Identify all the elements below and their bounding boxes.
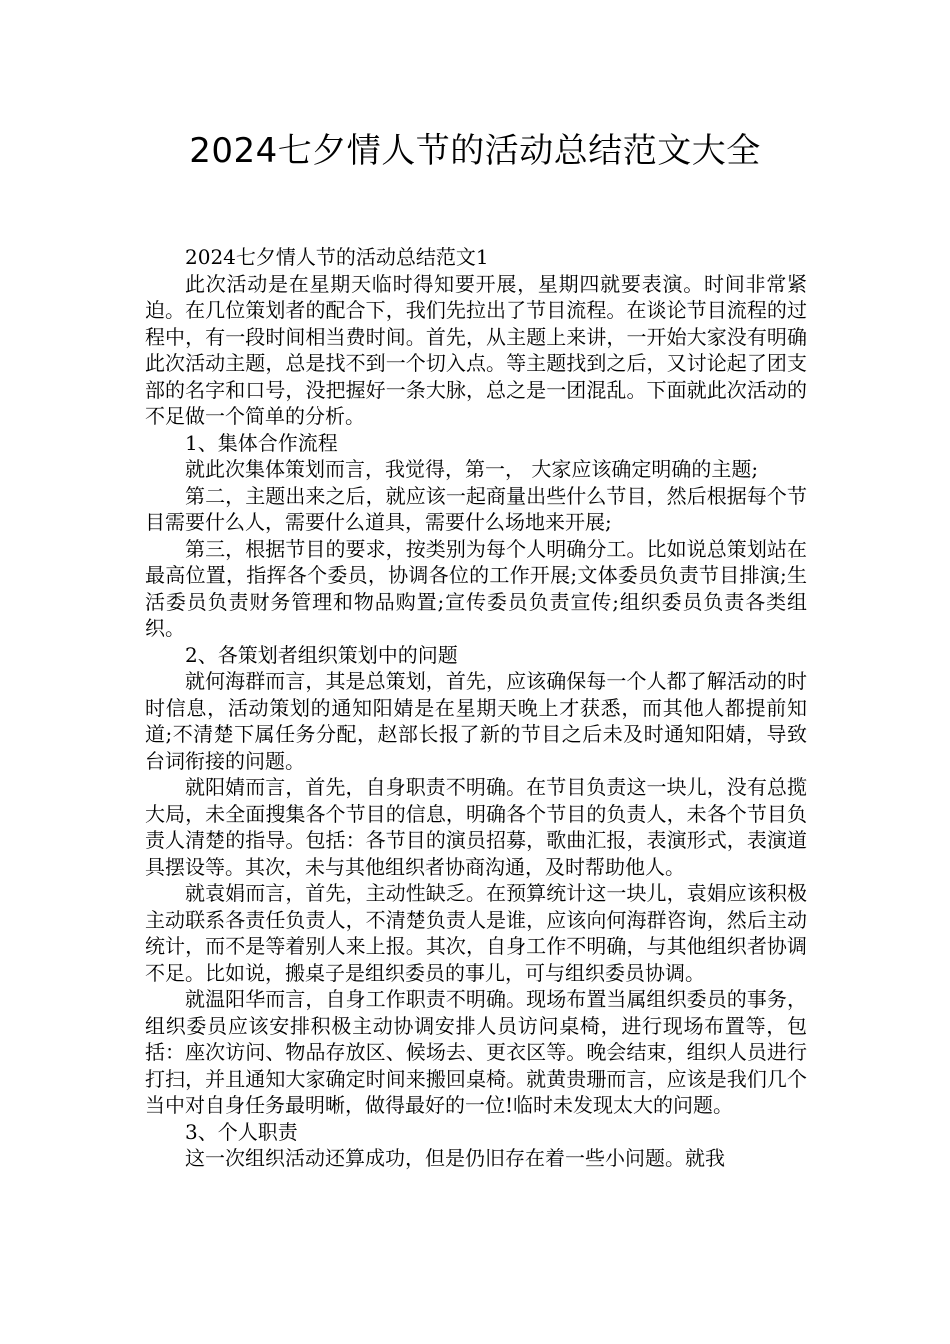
subsection-heading: 1、集体合作流程 — [185, 430, 338, 455]
body-paragraph: 就温阳华而言，自身工作职责不明确。现场布置当属组织委员的事务，组织委员应该安排积极主动协调安排人员访问桌椅，进行现场布置等，包括：座次访问、物品存放区、候场去、更衣区等。晚会结束，组织人员进行打扫，并且通知大家确定时间来搬回桌椅。就黄贵珊而言，应该是我们几个当中对自身任务最明晰，做得最好的一位!临时未发现太大的问题。 — [145, 987, 807, 1117]
document-body — [145, 244, 807, 1172]
body-paragraph: 就此次集体策划而言，我觉得，第一， 大家应该确定明确的主题; — [185, 457, 759, 481]
body-paragraph: 就何海群而言，其是总策划，首先，应该确保每一个人都了解活动的时时信息，活动策划的通知阳婧是在星期天晚上才获悉，而其他人都提前知道;不清楚下属任务分配，赵部长报了新的节目之后未及时通知阳婧，导致台词衔接的问题。 — [145, 669, 807, 773]
body-paragraph: 此次活动是在星期天临时得知要开展，星期四就要表演。时间非常紧迫。在几位策划者的配合下，我们先拉出了节目流程。在谈论节目流程的过程中，有一段时间相当费时间。首先，从主题上来讲，一开始大家没有明确此次活动主题，总是找不到一个切入点。等主题找到之后，又讨论起了团支部的名字和口号，没把握好一条大脉，总之是一团混乱。下面就此次活动的不足做一个简单的分析。 — [145, 271, 807, 428]
document-title: 2024七夕情人节的活动总结范文大全 — [189, 131, 761, 171]
body-paragraph: 第二，主题出来之后，就应该一起商量出些什么节目，然后根据每个节目需要什么人，需要什么道具，需要什么场地来开展; — [145, 483, 807, 534]
body-paragraph: 就阳婧而言，首先，自身职责不明确。在节目负责这一块儿，没有总揽大局，未全面搜集各个节目的信息，明确各个节目的负责人，未各个节目负责人清楚的指导。包括：各节目的演员招募，歌曲汇报，表演形式，表演道具摆设等。其次，未与其他组织者协商沟通，及时帮助他人。 — [145, 775, 807, 879]
subsection-heading: 2、各策划者组织策划中的问题 — [185, 642, 458, 667]
body-paragraph: 这一次组织活动还算成功，但是仍旧存在着一些小问题。就我 — [185, 1146, 725, 1170]
section-heading: 2024七夕情人节的活动总结范文1 — [185, 245, 489, 269]
body-paragraph: 就袁娟而言，首先，主动性缺乏。在预算统计这一块儿，袁娟应该积极主动联系各责任负责人，不清楚负责人是谁，应该向何海群咨询，然后主动统计，而不是等着别人来上报。其次，自身工作不明确，与其他组织者协调不足。比如说，搬桌子是组织委员的事儿，可与组织委员协调。 — [145, 881, 807, 985]
subsection-heading: 3、个人职责 — [185, 1119, 298, 1144]
body-paragraph: 第三，根据节目的要求，按类别为每个人明确分工。比如说总策划站在最高位置，指挥各个委员，协调各位的工作开展;文体委员负责节目排演;生活委员负责财务管理和物品购置;宣传委员负责宣传;组织委员负责各类组织。 — [145, 536, 807, 640]
